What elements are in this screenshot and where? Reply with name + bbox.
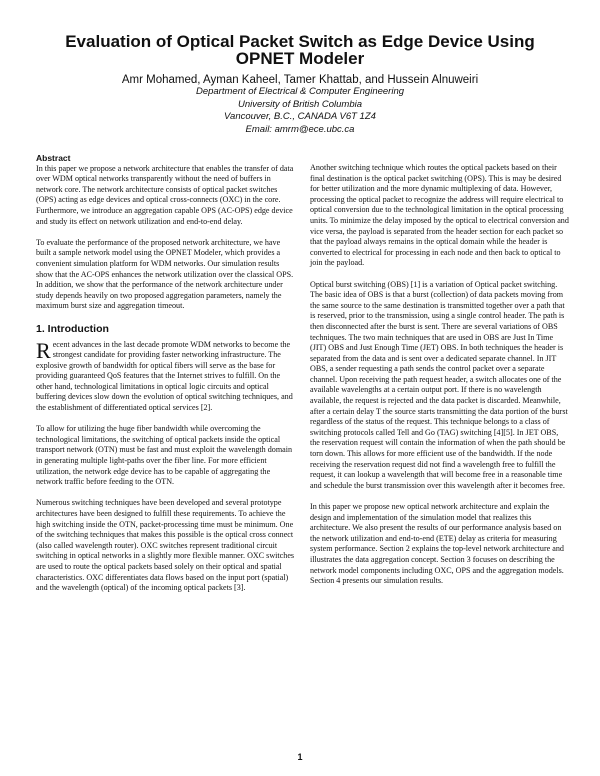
right-paragraph-2: Optical burst switching (OBS) [1] is a variation of Optical packet switching. The basic idea of OBS is that a burst (collection) of data packets moving from the same source to the same destination is transmitted together over a path that is reserved, prior to the transmission, using a single control header. The path is then disconnected after the burst is sent. There are several variations of OBS techniques. The two main techniques that are used in OBS are Just In Time (JIT) OBS and Just Enough Time (JET) OBS. In both techniques the header is separated from the data and is sent over a dedicated separate channel. In JIT OBS, a sender requesting a path sends the control packet over a separate channel. Upon receiving the path request header, a switch allocates one of the available wavelengths at a certain output port. If there is no wavelength available, the request is rejected and the data packet is discarded. Meanwhile, after a certain delay T the source starts transmitting the data portion of the burst regardless of the status of the request. This technique belongs to a class of switching protocols called Tell and Go (TAG) switching [4][5]. In JET OBS, the reservation request will contain the information of when the path should be torn down. This allows for more efficient use of the bandwidth. If the node receiving the reservation request did not find a wavelength free to fulfill the request, it can lookup a wavelength that will become free in a reasonable time and schedule the burst transmission over this wavelength after it becomes free. bbox=[310, 279, 568, 490]
paper-title bbox=[40, 33, 560, 67]
left-column bbox=[36, 153, 295, 604]
drop-cap: R bbox=[36, 337, 51, 363]
intro-paragraph-3: Numerous switching techniques have been developed and several prototype architectures have been designed to fulfill these requirements. To achieve the high switching inside the OTN, packet-processing time must be minimum. One of the switching techniques that makes this possible is the optical cross connect (also called wavelength router). OXC switches represent traditional circuit switching in optical networks in a slightly more flexible manner. OXC switches are used to route the optical packets based solely on their optical and spatial characteristics. OXC differentiates data flows based on the input port (spatial) and the wavelength (optical) of the incoming optical packets [3]. bbox=[36, 498, 295, 593]
intro-paragraph-2: To allow for utilizing the huge fiber bandwidth while overcoming the technological limitations, the switching of optical packets inside the optical transport network (OTN) must be fast and must exploit the wavelength domain in generating multiple light-paths over the fiber line. For more efficient utilization, the network edge device has to be capable of aggregating the network traffic before feeding to the OTN. bbox=[36, 424, 293, 487]
address: Vancouver, B.C., CANADA V6T 1Z4 bbox=[224, 111, 376, 123]
abstract-paragraph-2: To evaluate the performance of the proposed network architecture, we have built a sample network model using the OPNET Modeler, which provides a convenient simulation platform for WDM networks. Our simulation results show that the AC-OPS enhances the network utilization over the classical OPS. In addition, we show that the performance of the network architecture under study depends heavily on two proposed aggregation parameters, namely the maximum burst size and aggregation timeout. bbox=[36, 237, 294, 311]
introduction-heading: 1. Introduction bbox=[36, 322, 109, 335]
university: University of British Columbia bbox=[237, 98, 363, 110]
department: Department of Electrical & Computer Engineering bbox=[195, 86, 405, 97]
right-paragraph-3: In this paper we propose new optical network architecture and explain the design and implementation of the simulation model that realizes this architecture. We also present the results of our performance analysis based on the network utilization and end-to-end (ETE) delay as criteria for measuring system performance. Section 2 explains the top-level network architecture and illustrates the data aggregation concept. Section 3 focuses on describing the network model components including OXC, OPS and the aggregation models. Section 4 presents our simulation results. bbox=[310, 502, 564, 586]
author-list: Amr Mohamed, Ayman Kaheel, Tamer Khattab, and Hussein Alnuweiri bbox=[121, 74, 479, 86]
abstract-heading: Abstract bbox=[36, 153, 71, 163]
affiliation-block bbox=[40, 86, 560, 136]
abstract-paragraph-1: In this paper we propose a network architecture that enables the transfer of data over WDM optical networks transparently without the need of buffers in network core. The network architecture consists of optical packet switches (OPS) acting as edge devices and optical cross-connects (OXC) in the core. Furthermore, we introduce an aggregation capable OPS (AC-OPS) edge device and study its effect on network utilization and end-to-end delay. bbox=[36, 163, 294, 226]
intro-paragraph-1 bbox=[36, 337, 295, 414]
intro-paragraph-1-text: ecent advances in the last decade promote WDM networks to become the strongest candidate for providing faster networking infrastructure. The explosive growth of bandwidth for optical fibers will serve as the base for providing guaranteed QoS features that the Internet strives to fulfill. On the other hand, technological limitations in optical logic circuits and optical buffering devices slow down the evolution of optical switching techniques, and the establishment of differentiated optical services [2]. bbox=[36, 339, 293, 413]
page-number: 1 bbox=[297, 752, 303, 762]
title-line-2: OPNET Modeler bbox=[235, 49, 365, 68]
title-line-1: Evaluation of Optical Packet Switch as Edge Device Using bbox=[65, 32, 535, 51]
right-paragraph-1: Another switching technique which routes the optical packets based on their final destination is the optical packet switching (OPS). This is may be desired for better utilization and the more dynamic multiplexing of data. However, processing the optical packet to recognize the address will require electrical to optical conversion due to the technological limitation in the optical processing units. To minimize the delay imposed by the optical to electrical conversion and vice versa, the payload is separated from the header section for each packet so that the payload always remains in the optical domain while the header is converted to electrical for processing in each node and then back to optical to join the payload. bbox=[310, 163, 569, 268]
right-column bbox=[310, 163, 569, 597]
email: Email: amrm@ece.ubc.ca bbox=[245, 123, 355, 135]
